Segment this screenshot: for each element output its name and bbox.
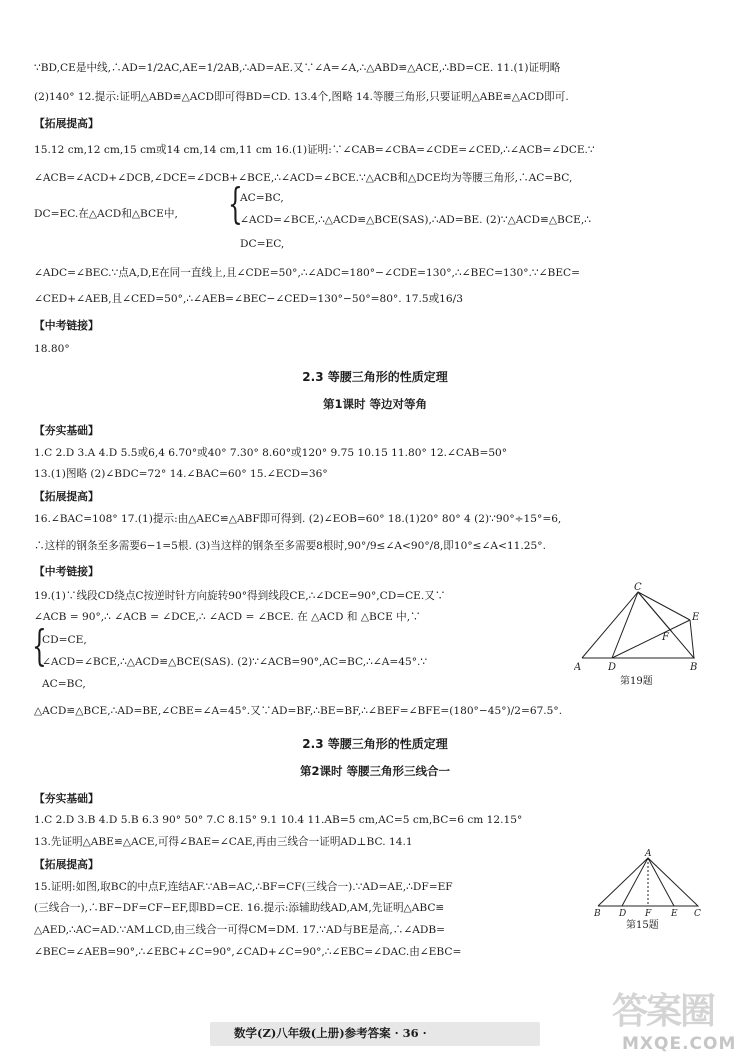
watermark: [612, 990, 742, 1056]
lesson-title: 第2课时 等腰三角形三线合一: [299, 764, 450, 778]
figure-19-diagram: [574, 582, 702, 682]
figure-15-caption: 第15题: [626, 920, 659, 931]
label-f: F: [645, 909, 652, 918]
brace: {: [32, 621, 47, 670]
segment-ae: [648, 858, 674, 906]
watermark-url: MXQE.COM: [622, 1034, 737, 1054]
answer-line: 1.C 2.D 3.A 4.D 5.5或6,4 6.70°或40° 7.30° 8.60°或120° 9.75 10.15 11.80° 12.∠CAB=50°: [34, 447, 508, 459]
section-header-exam-link: 【中考链接】: [34, 565, 99, 578]
label-d: D: [608, 662, 617, 673]
answer-line: 1.C 2.D 3.B 4.D 5.B 6.3 90° 50° 7.C 8.15° 9.1 10.4 11.AB=5 cm,AC=5 cm,BC=6 cm 12.15°: [34, 814, 523, 826]
section-title: 2.3 等腰三角形的性质定理: [302, 737, 448, 751]
answer-line: △AED,∴AC=AD.∵AM⊥CD,由三线合一可得CM=DM. 17.∵AD与BE是高,∴∠ADB=: [34, 924, 446, 936]
answer-line: ∠ACB=∠ACD+∠DCB,∠DCE=∠DCB+∠BCE,∴∠ACD=∠BCE.∵△ACB和△DCE均为等腰三角形,∴AC=BC,: [34, 172, 573, 184]
segment-cf: [638, 592, 672, 632]
section-header-extension: 【拓展提高】: [34, 117, 99, 130]
label-b: B: [690, 662, 698, 673]
figure-15-diagram: [592, 848, 704, 918]
answer-line: ∠ACB = 90°,∴ ∠ACB = ∠DCE,∴ ∠ACD = ∠BCE. 在 △ACD 和 △BCE 中,∵: [34, 611, 421, 623]
page-footer: 数学(Z)八年级(上册)参考答案 · 36 ·: [234, 1026, 427, 1040]
answer-line: 19.(1)∵线段CD绕点C按逆时针方向旋转90°得到线段CE,∴∠DCE=90°,CD=CE.又∵: [34, 590, 446, 602]
label-d: D: [619, 909, 627, 918]
segment-cd: [612, 592, 638, 658]
answer-line: AC=BC,: [240, 192, 284, 204]
label-f: F: [662, 632, 669, 643]
label-b: B: [594, 909, 601, 918]
label-c: C: [694, 909, 701, 918]
answer-line: DC=EC.在△ACD和△BCE中,: [34, 208, 178, 220]
answer-line: 13.先证明△ABE≌△ACE,可得∠BAE=∠CAE,再由三线合一证明AD⊥BC. 14.1: [34, 836, 413, 848]
figure-19-caption: 第19题: [620, 676, 653, 687]
answer-line: ∠ACD=∠BCE,∴△ACD≌△BCE(SAS),∴AD=BE. (2)∵△ACD≌△BCE,∴: [240, 214, 591, 226]
answer-line: ∠CED+∠AEB,且∠CED=50°,∴∠AEB=∠BEC−∠CED=130°−50°=80°. 17.5或16/3: [34, 293, 463, 305]
brace: {: [228, 179, 243, 228]
answer-line: 15.证明:如图,取BC的中点F,连结AF.∵AB=AC,∴BF=CF(三线合一).∵AD=AE,∴DF=EF: [34, 881, 453, 893]
answer-line: ∵BD,CE是中线,∴AD=1/2AC,AE=1/2AB,∴AD=AE.又∵∠A=∠A,∴△ABD≌△ACE,∴BD=CE. 11.(1)证明略: [34, 62, 561, 74]
section-title: 2.3 等腰三角形的性质定理: [302, 370, 448, 384]
label-a: A: [645, 849, 652, 859]
answer-line: (2)140° 12.提示:证明△ABD≌△ACD即可得BD=CD. 13.4个,图略 14.等腰三角形,只要证明△ABE≌△ACD即可.: [34, 91, 569, 103]
segment-eb: [690, 620, 694, 658]
section-header-basics: 【夯实基础】: [34, 424, 99, 437]
lesson-title: 第1课时 等边对等角: [322, 397, 427, 411]
section-header-exam-link: 【中考链接】: [34, 319, 99, 332]
answer-line: (三线合一),∴BF−DF=CF−EF,即BD=CE. 16.提示:添辅助线AD,AM,先证明△ABC≌: [34, 902, 445, 914]
watermark-logo: 答案圈: [612, 991, 715, 1032]
triangle-abc: [582, 592, 694, 658]
section-header-basics: 【夯实基础】: [34, 792, 99, 805]
segment-ad: [622, 858, 648, 906]
answer-line: ∠BEC=∠AEB=90°,∴∠EBC+∠C=90°,∠CAD+∠C=90°,∴∠EBC=∠DAC.由∠EBC=: [34, 946, 462, 958]
answer-line: 15.12 cm,12 cm,15 cm或14 cm,14 cm,11 cm 16.(1)证明:∵∠CAB=∠CBA=∠CDE=∠CED,∴∠ACB=∠DCE.∵: [34, 144, 595, 156]
answer-line: AC=BC,: [42, 678, 86, 690]
answer-line: ∴这样的钢条至多需要6−1=5根. (3)当这样的钢条至多需要8根时,90°/9≤∠A<90°/8,即10°≤∠A<11.25°.: [34, 540, 546, 552]
answer-line: △ACD≌△BCE,∴AD=BE,∠CBE=∠A=45°.又∵AD=BF,∴BE=BF,∴∠BEF=∠BFE=(180°−45°)/2=67.5°.: [34, 705, 563, 717]
answer-line: CD=CE,: [42, 634, 87, 646]
label-e: E: [671, 909, 678, 918]
answer-line: DC=EC,: [240, 238, 285, 250]
label-a: A: [574, 662, 582, 673]
label-e: E: [692, 612, 700, 623]
segment-ce: [638, 592, 690, 620]
label-c: C: [634, 582, 642, 593]
answer-line: ∠ACD=∠BCE,∴△ACD≌△BCE(SAS). (2)∵∠ACB=90°,AC=BC,∴∠A=45°.∵: [42, 656, 428, 668]
answer-line: ∠ADC=∠BEC.∵点A,D,E在同一直线上,且∠CDE=50°,∴∠ADC=180°−∠CDE=130°,∴∠BEC=130°.∵∠BEC=: [34, 267, 581, 279]
section-header-extension: 【拓展提高】: [34, 490, 99, 503]
answer-line: 16.∠BAC=108° 17.(1)提示:由△AEC≌△ABF即可得到. (2)∠EOB=60° 18.(1)20° 80° 4 (2)∵90°÷15°=6,: [34, 513, 562, 525]
answer-line: 18.80°: [34, 343, 70, 355]
section-header-extension: 【拓展提高】: [34, 858, 99, 871]
answer-line: 13.(1)图略 (2)∠BDC=72° 14.∠BAC=60° 15.∠ECD=36°: [34, 468, 328, 480]
